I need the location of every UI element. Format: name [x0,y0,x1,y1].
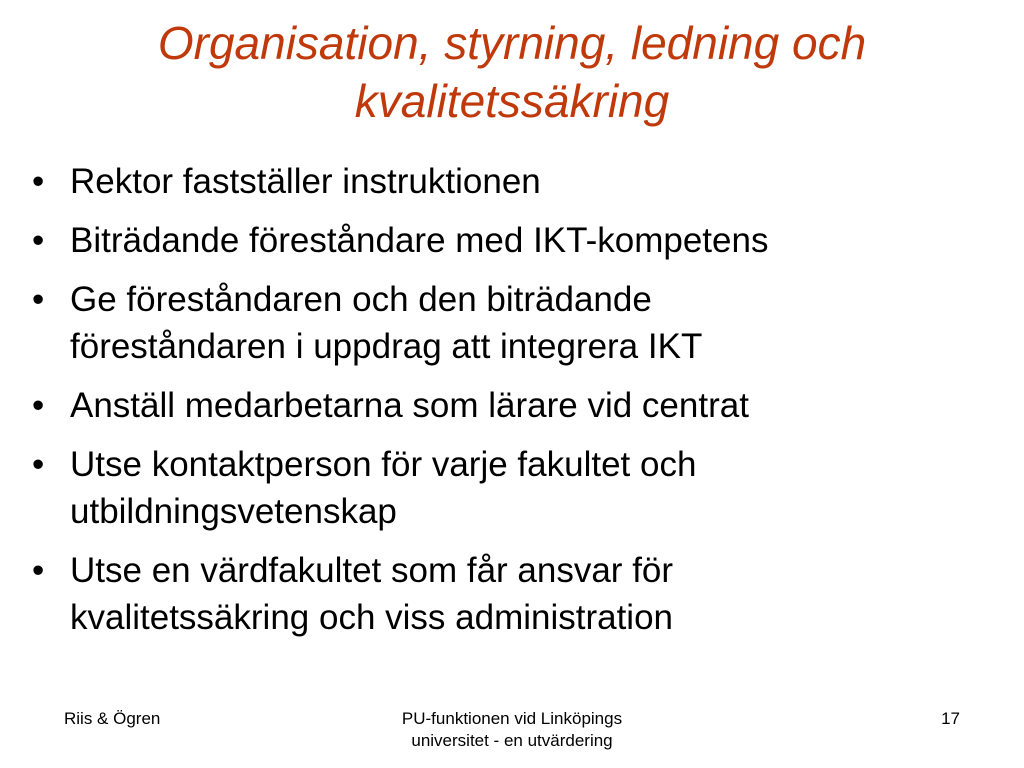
page-number: 17 [941,709,960,728]
bullet-list [30,158,990,653]
slide-title-line-1: Organisation, styrning, ledning och [157,17,867,69]
bullet-line: Ge föreståndaren och den biträdande [70,280,652,319]
bullet-line: utbildningsvetenskap [70,492,397,531]
bullet-line: Biträdande föreståndare med IKT-kompetens [70,221,769,260]
footer-presentation-title [312,708,712,752]
bullet-item-6 [30,547,990,641]
bullet-item-1 [30,158,990,205]
bullet-icon: • [32,280,45,319]
bullet-line: Utse en värdfakultet som får ansvar för [70,551,674,590]
bullet-icon: • [32,221,45,260]
bullet-text [70,217,990,264]
bullet-text [70,382,990,429]
bullet-item-5 [30,441,990,535]
footer-title-line-1: PU-funktionen vid Linköpings [401,709,623,728]
bullet-text [70,158,990,205]
slide-title-line-2: kvalitetssäkring [354,75,670,127]
bullet-text [70,547,990,641]
bullet-text [70,441,990,535]
bullet-line: föreståndaren i uppdrag att integrera IKT [70,327,703,366]
bullet-icon: • [32,162,45,201]
bullet-line: kvalitetssäkring och viss administration [70,598,674,637]
bullet-item-3 [30,276,990,370]
bullet-item-2 [30,217,990,264]
bullet-item-4 [30,382,990,429]
bullet-line: Rektor fastställer instruktionen [70,162,541,201]
bullet-icon: • [32,551,45,590]
bullet-text [70,276,990,370]
footer-title-line-2: universitet - en utvärdering [411,731,613,750]
footer-authors: Riis & Ögren [64,709,161,728]
slide-title [40,14,984,130]
bullet-line: Utse kontaktperson för varje fakultet och [70,445,697,484]
bullet-icon: • [32,445,45,484]
bullet-icon: • [32,386,45,425]
bullet-line: Anställ medarbetarna som lärare vid centrat [70,386,749,425]
